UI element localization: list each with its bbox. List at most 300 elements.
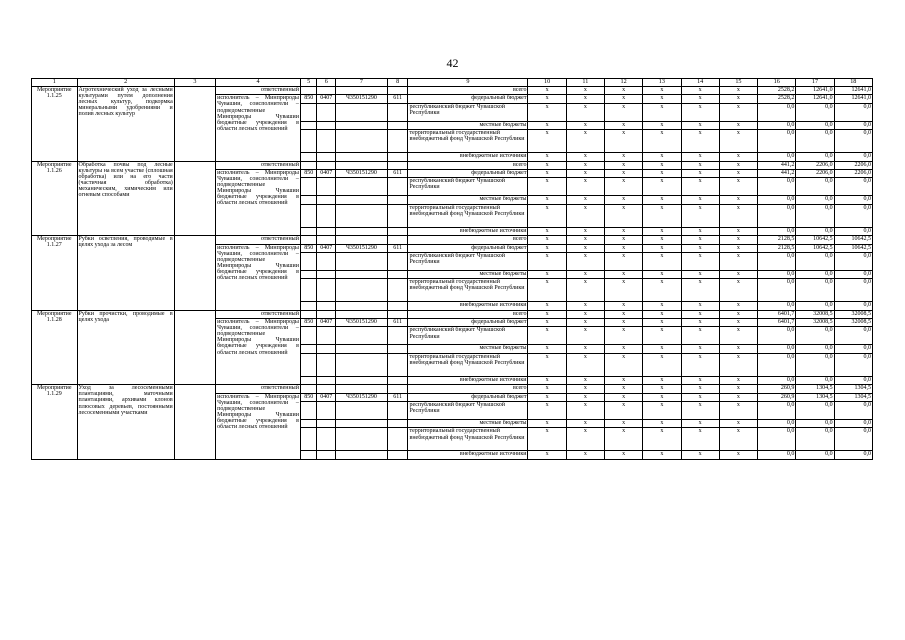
x-cell: x [719, 244, 757, 252]
amount-cell: 0,0 [796, 178, 834, 196]
x-cell: x [528, 252, 566, 270]
code-cell [387, 451, 408, 459]
amount-cell: 0,0 [796, 252, 834, 270]
amount-cell: 0,0 [796, 428, 834, 451]
x-cell: x [719, 393, 757, 401]
amount-cell: 32008,5 [834, 319, 872, 327]
x-cell: x [719, 87, 757, 95]
x-cell: x [643, 310, 681, 318]
measure-label: Мероприятие 1.1.27 [32, 236, 78, 311]
code-cell: Ч350151290 [336, 169, 388, 177]
funding-source: республиканский бюджет Чувашской Республики [408, 402, 528, 420]
x-cell: x [605, 385, 643, 393]
amount-cell: 10642,5 [796, 244, 834, 252]
column-number: 18 [834, 79, 872, 87]
x-cell: x [605, 87, 643, 95]
x-cell: x [681, 270, 719, 278]
x-cell: x [719, 279, 757, 302]
x-cell: x [681, 319, 719, 327]
x-cell: x [528, 302, 566, 310]
x-cell: x [566, 302, 604, 310]
code-cell [336, 103, 388, 121]
code-cell [387, 327, 408, 345]
x-cell: x [566, 196, 604, 204]
code-cell [317, 310, 336, 318]
x-cell: x [566, 279, 604, 302]
amount-cell: 6401,7 [758, 319, 796, 327]
x-cell: x [681, 196, 719, 204]
code-cell [387, 353, 408, 376]
amount-cell: 0,0 [758, 130, 796, 153]
x-cell: x [681, 236, 719, 244]
x-cell: x [605, 420, 643, 428]
funding-source: внебюджетные источники [408, 153, 528, 161]
x-cell: x [605, 103, 643, 121]
amount-cell: 2528,2 [758, 95, 796, 103]
responsible-label: ответственный [216, 385, 301, 393]
code-cell [300, 252, 317, 270]
amount-cell: 0,0 [796, 376, 834, 384]
x-cell: x [719, 169, 757, 177]
x-cell: x [605, 393, 643, 401]
x-cell: x [643, 252, 681, 270]
x-cell: x [566, 327, 604, 345]
code-cell [317, 130, 336, 153]
measure-label: Мероприятие 1.1.28 [32, 310, 78, 385]
x-cell: x [643, 451, 681, 459]
measure-label: Мероприятие 1.1.26 [32, 161, 78, 236]
x-cell: x [528, 169, 566, 177]
code-cell [387, 87, 408, 95]
measure-name: Рубки прочистки, проводимые в целях ухода [77, 310, 174, 385]
x-cell: x [719, 153, 757, 161]
x-cell: x [528, 353, 566, 376]
amount-cell: 0,0 [758, 196, 796, 204]
code-cell [387, 279, 408, 302]
code-cell [336, 161, 388, 169]
amount-cell: 0,0 [758, 327, 796, 345]
code-cell [387, 385, 408, 393]
amount-cell: 0,0 [834, 402, 872, 420]
code-cell [317, 153, 336, 161]
x-cell: x [643, 270, 681, 278]
measure-name: Агротехнический уход за лесными культурами путем дополнения лесных культур, подкормка минеральными удобрениями и полив лесных культур [77, 87, 174, 162]
code-cell [317, 204, 336, 227]
code-cell: 0407 [317, 244, 336, 252]
amount-cell: 441,2 [758, 161, 796, 169]
x-cell: x [566, 402, 604, 420]
x-cell: x [566, 121, 604, 129]
x-cell: x [528, 327, 566, 345]
code-cell [317, 227, 336, 235]
x-cell: x [643, 103, 681, 121]
code-cell [317, 196, 336, 204]
code-cell [336, 236, 388, 244]
amount-cell: 260,9 [758, 385, 796, 393]
amount-cell: 0,0 [834, 345, 872, 353]
code-cell [336, 376, 388, 384]
amount-cell: 0,0 [796, 196, 834, 204]
code-cell [300, 121, 317, 129]
code-cell: 850 [300, 244, 317, 252]
code-cell: 611 [387, 244, 408, 252]
x-cell: x [719, 121, 757, 129]
code-cell: 850 [300, 95, 317, 103]
x-cell: x [528, 385, 566, 393]
code-cell [300, 376, 317, 384]
funding-source: внебюджетные источники [408, 376, 528, 384]
x-cell: x [719, 270, 757, 278]
amount-cell: 12641,0 [796, 87, 834, 95]
empty-cell [174, 310, 215, 385]
code-cell [387, 402, 408, 420]
x-cell: x [681, 252, 719, 270]
x-cell: x [566, 310, 604, 318]
column-number: 4 [216, 79, 301, 87]
x-cell: x [643, 130, 681, 153]
x-cell: x [566, 130, 604, 153]
x-cell: x [528, 95, 566, 103]
amount-cell: 2206,0 [796, 169, 834, 177]
code-cell: 850 [300, 319, 317, 327]
code-cell [387, 204, 408, 227]
amount-cell: 0,0 [834, 279, 872, 302]
funding-source: всего [408, 87, 528, 95]
code-cell [336, 121, 388, 129]
x-cell: x [681, 130, 719, 153]
amount-cell: 0,0 [834, 103, 872, 121]
x-cell: x [643, 279, 681, 302]
x-cell: x [719, 178, 757, 196]
x-cell: x [719, 252, 757, 270]
x-cell: x [681, 428, 719, 451]
x-cell: x [528, 393, 566, 401]
code-cell [300, 270, 317, 278]
x-cell: x [528, 204, 566, 227]
x-cell: x [719, 95, 757, 103]
amount-cell: 0,0 [796, 402, 834, 420]
amount-cell: 12641,0 [834, 87, 872, 95]
x-cell: x [566, 376, 604, 384]
amount-cell: 0,0 [796, 327, 834, 345]
x-cell: x [719, 451, 757, 459]
code-cell: 0407 [317, 319, 336, 327]
code-cell: 850 [300, 393, 317, 401]
amount-cell: 0,0 [758, 103, 796, 121]
x-cell: x [681, 244, 719, 252]
x-cell: x [643, 428, 681, 451]
code-cell [387, 161, 408, 169]
code-cell [300, 451, 317, 459]
column-number: 12 [605, 79, 643, 87]
x-cell: x [681, 169, 719, 177]
x-cell: x [528, 121, 566, 129]
x-cell: x [528, 420, 566, 428]
code-cell [317, 161, 336, 169]
code-cell [387, 196, 408, 204]
x-cell: x [681, 302, 719, 310]
responsible-label: ответственный [216, 161, 301, 169]
x-cell: x [605, 236, 643, 244]
code-cell: 611 [387, 169, 408, 177]
code-cell: 0407 [317, 95, 336, 103]
code-cell [317, 121, 336, 129]
executor-text: исполнитель – Минприроды Чувашии, соисполнители – подведомственные Минприроды Чувашии бюджетные учреждения в области лесных отношений [216, 169, 301, 235]
x-cell: x [643, 227, 681, 235]
x-cell: x [643, 161, 681, 169]
x-cell: x [566, 244, 604, 252]
x-cell: x [719, 161, 757, 169]
amount-cell: 0,0 [758, 345, 796, 353]
amount-cell: 0,0 [834, 353, 872, 376]
x-cell: x [566, 153, 604, 161]
code-cell [336, 428, 388, 451]
amount-cell: 260,9 [758, 393, 796, 401]
amount-cell: 0,0 [834, 130, 872, 153]
executor-text: исполнитель – Минприроды Чувашии, соисполнители – подведомственные Минприроды Чувашии бюджетные учреждения в области лесных отношений [216, 393, 301, 459]
x-cell: x [681, 353, 719, 376]
amount-cell: 0,0 [796, 279, 834, 302]
amount-cell: 32008,5 [796, 310, 834, 318]
x-cell: x [643, 236, 681, 244]
code-cell [300, 327, 317, 345]
x-cell: x [719, 310, 757, 318]
code-cell [387, 345, 408, 353]
x-cell: x [681, 385, 719, 393]
x-cell: x [566, 428, 604, 451]
x-cell: x [643, 178, 681, 196]
code-cell: Ч350151290 [336, 319, 388, 327]
x-cell: x [566, 252, 604, 270]
x-cell: x [528, 376, 566, 384]
measure-name: Уход за лесосеменными плантациями, маточными плантациями, архивами клонов плюсовых деревьев, постоянными лесосеменными участками [77, 385, 174, 460]
amount-cell: 0,0 [758, 402, 796, 420]
code-cell [317, 252, 336, 270]
x-cell: x [605, 451, 643, 459]
x-cell: x [719, 204, 757, 227]
x-cell: x [719, 327, 757, 345]
x-cell: x [566, 385, 604, 393]
x-cell: x [566, 169, 604, 177]
amount-cell: 2528,2 [758, 87, 796, 95]
x-cell: x [643, 402, 681, 420]
x-cell: x [643, 376, 681, 384]
code-cell [317, 353, 336, 376]
x-cell: x [681, 420, 719, 428]
x-cell: x [605, 178, 643, 196]
page-number: 42 [446, 56, 459, 70]
x-cell: x [643, 420, 681, 428]
responsible-label: ответственный [216, 310, 301, 318]
code-cell [317, 345, 336, 353]
column-number: 6 [317, 79, 336, 87]
x-cell: x [605, 302, 643, 310]
amount-cell: 0,0 [796, 345, 834, 353]
code-cell [317, 402, 336, 420]
x-cell: x [566, 393, 604, 401]
x-cell: x [528, 402, 566, 420]
column-number: 7 [336, 79, 388, 87]
funding-source: федеральный бюджет [408, 95, 528, 103]
x-cell: x [681, 103, 719, 121]
x-cell: x [643, 302, 681, 310]
amount-cell: 1304,5 [796, 385, 834, 393]
funding-source: федеральный бюджет [408, 393, 528, 401]
code-cell [317, 103, 336, 121]
code-cell [336, 153, 388, 161]
x-cell: x [605, 121, 643, 129]
x-cell: x [566, 103, 604, 121]
executor-text: исполнитель – Минприроды Чувашии, соисполнители – подведомственные Минприроды Чувашии бюджетные учреждения в области лесных отношений [216, 244, 301, 310]
x-cell: x [605, 428, 643, 451]
code-cell [387, 302, 408, 310]
column-number: 2 [77, 79, 174, 87]
code-cell [336, 270, 388, 278]
x-cell: x [566, 227, 604, 235]
x-cell: x [719, 236, 757, 244]
x-cell: x [681, 451, 719, 459]
code-cell [300, 196, 317, 204]
code-cell [336, 87, 388, 95]
amount-cell: 0,0 [796, 204, 834, 227]
x-cell: x [528, 161, 566, 169]
x-cell: x [681, 204, 719, 227]
x-cell: x [719, 103, 757, 121]
amount-cell: 0,0 [834, 153, 872, 161]
code-cell [387, 428, 408, 451]
code-cell [300, 345, 317, 353]
code-cell [387, 270, 408, 278]
code-cell [300, 420, 317, 428]
measure-name: Рубки осветления, проводимые в целях ухода за лесом [77, 236, 174, 311]
amount-cell: 32008,5 [796, 319, 834, 327]
x-cell: x [605, 345, 643, 353]
amount-cell: 12641,0 [834, 95, 872, 103]
amount-cell: 0,0 [834, 252, 872, 270]
x-cell: x [605, 402, 643, 420]
column-number: 15 [719, 79, 757, 87]
responsible-label: ответственный [216, 236, 301, 244]
amount-cell: 2128,5 [758, 236, 796, 244]
code-cell [336, 420, 388, 428]
code-cell: 0407 [317, 393, 336, 401]
code-cell [317, 376, 336, 384]
amount-cell: 2206,0 [796, 161, 834, 169]
amount-cell: 0,0 [796, 451, 834, 459]
x-cell: x [719, 345, 757, 353]
x-cell: x [528, 103, 566, 121]
x-cell: x [681, 87, 719, 95]
code-cell [317, 87, 336, 95]
code-cell [336, 204, 388, 227]
table-row [32, 236, 873, 244]
code-cell [300, 428, 317, 451]
funding-source: республиканский бюджет Чувашской Республики [408, 327, 528, 345]
x-cell: x [528, 428, 566, 451]
x-cell: x [605, 327, 643, 345]
code-cell [336, 353, 388, 376]
amount-cell: 0,0 [834, 227, 872, 235]
x-cell: x [566, 161, 604, 169]
code-cell [300, 204, 317, 227]
column-number: 5 [300, 79, 317, 87]
code-cell [317, 178, 336, 196]
code-cell [336, 402, 388, 420]
code-cell [387, 420, 408, 428]
x-cell: x [681, 393, 719, 401]
x-cell: x [605, 279, 643, 302]
x-cell: x [719, 402, 757, 420]
code-cell [317, 451, 336, 459]
amount-cell: 0,0 [796, 353, 834, 376]
table-row [32, 87, 873, 95]
code-cell [300, 130, 317, 153]
funding-source: всего [408, 310, 528, 318]
column-number: 13 [643, 79, 681, 87]
amount-cell: 10642,5 [834, 236, 872, 244]
x-cell: x [566, 204, 604, 227]
amount-cell: 0,0 [758, 420, 796, 428]
code-cell [300, 161, 317, 169]
code-cell [300, 385, 317, 393]
x-cell: x [681, 153, 719, 161]
amount-cell: 0,0 [834, 428, 872, 451]
code-cell [387, 236, 408, 244]
amount-cell: 0,0 [834, 196, 872, 204]
x-cell: x [528, 227, 566, 235]
code-cell [317, 385, 336, 393]
column-number: 11 [566, 79, 604, 87]
amount-cell: 0,0 [796, 103, 834, 121]
code-cell [300, 402, 317, 420]
amount-cell: 0,0 [834, 327, 872, 345]
x-cell: x [681, 279, 719, 302]
responsible-label: ответственный [216, 87, 301, 95]
code-cell: 850 [300, 169, 317, 177]
code-cell [300, 310, 317, 318]
funding-source: федеральный бюджет [408, 319, 528, 327]
funding-source: местные бюджеты [408, 345, 528, 353]
amount-cell: 10642,5 [796, 236, 834, 244]
x-cell: x [643, 121, 681, 129]
amount-cell: 0,0 [834, 420, 872, 428]
x-cell: x [528, 270, 566, 278]
amount-cell: 0,0 [758, 252, 796, 270]
amount-cell: 0,0 [834, 178, 872, 196]
empty-cell [174, 236, 215, 311]
code-cell [300, 302, 317, 310]
amount-cell: 1304,5 [834, 385, 872, 393]
column-number-row [32, 79, 873, 87]
x-cell: x [566, 87, 604, 95]
x-cell: x [528, 153, 566, 161]
x-cell: x [643, 204, 681, 227]
x-cell: x [605, 95, 643, 103]
x-cell: x [566, 236, 604, 244]
table-row [32, 385, 873, 393]
amount-cell: 0,0 [758, 376, 796, 384]
code-cell [336, 130, 388, 153]
empty-cell [174, 87, 215, 162]
x-cell: x [566, 353, 604, 376]
amount-cell: 0,0 [796, 302, 834, 310]
x-cell: x [681, 161, 719, 169]
amount-cell: 0,0 [758, 451, 796, 459]
funding-source: местные бюджеты [408, 121, 528, 129]
amount-cell: 0,0 [796, 130, 834, 153]
code-cell [387, 252, 408, 270]
x-cell: x [605, 196, 643, 204]
